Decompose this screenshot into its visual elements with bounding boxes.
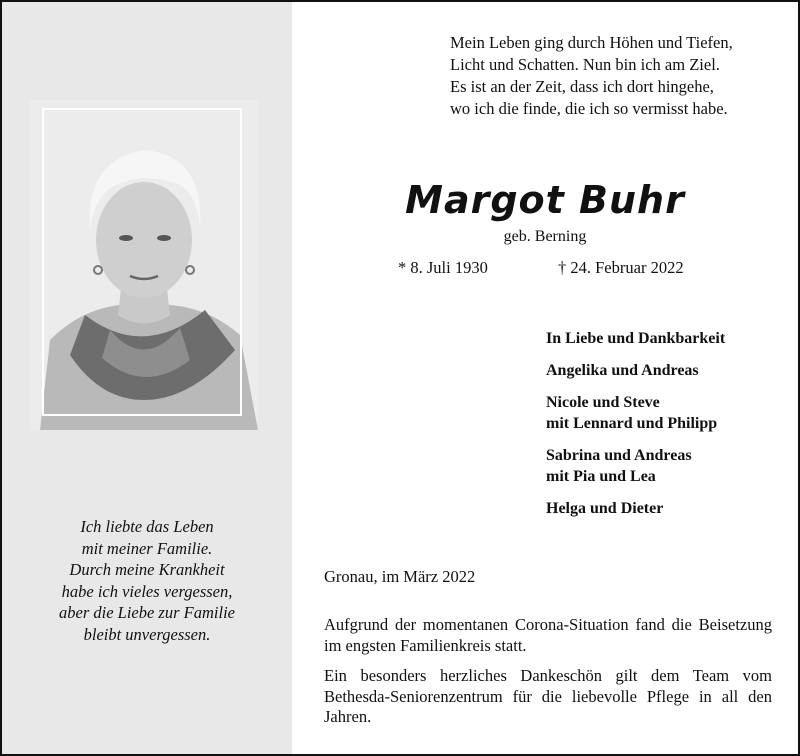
mourner-group bbox=[546, 498, 725, 519]
mourner-line: Angelika und Andreas bbox=[546, 362, 699, 379]
quote-line: mit meiner Familie. bbox=[81, 538, 213, 558]
quote-line: aber die Liebe zur Familie bbox=[59, 603, 235, 622]
mourner-line: Nicole und Steve bbox=[546, 394, 660, 411]
quote-line: Durch meine Krankheit bbox=[69, 560, 225, 579]
memorial-quote bbox=[2, 516, 292, 645]
maiden-name: geb. Berning bbox=[503, 228, 587, 245]
mourner-line: mit Lennard und Philipp bbox=[546, 415, 718, 432]
mourner-group bbox=[546, 360, 725, 381]
place-date: Gronau, im März 2022 bbox=[324, 567, 476, 586]
portrait-photo bbox=[30, 100, 258, 430]
mourner-group bbox=[546, 445, 725, 487]
mourner-line: In Liebe und Dankbarkeit bbox=[546, 330, 726, 347]
left-panel bbox=[2, 2, 292, 754]
poem-line: Es ist an der Zeit, dass ich dort hingehe, bbox=[450, 77, 714, 96]
mourner-group bbox=[546, 392, 725, 434]
poem bbox=[450, 32, 733, 120]
death-date: † 24. Februar 2022 bbox=[558, 258, 684, 277]
mourner-line: mit Pia und Lea bbox=[546, 468, 656, 485]
mourners-list bbox=[546, 328, 725, 530]
poem-line: Mein Leben ging durch Höhen und Tiefen, bbox=[450, 33, 733, 52]
deceased-name: Margot Buhr bbox=[405, 178, 685, 222]
funeral-note: Aufgrund der momentanen Corona-Situation fand die Beisetzung im engsten Familienkreis statt. bbox=[324, 615, 772, 655]
quote-line: bleibt unvergessen. bbox=[83, 624, 211, 644]
poem-line: Licht und Schatten. Nun bin ich am Ziel. bbox=[450, 55, 720, 74]
photo-frame bbox=[42, 108, 242, 416]
birth-date: * 8. Juli 1930 bbox=[398, 258, 488, 277]
poem-line: wo ich die finde, die ich so vermisst habe. bbox=[450, 99, 728, 118]
quote-line: Ich liebte das Leben bbox=[80, 517, 214, 536]
mourner-line: Helga und Dieter bbox=[546, 500, 664, 517]
mourner-line: Sabrina und Andreas bbox=[546, 447, 692, 464]
thanks-note: Ein besonders herzliches Dankeschön gilt dem Team vom Bethesda-Seniorenzentrum für die liebevolle Pflege in all den Jahren. bbox=[324, 666, 772, 726]
quote-line: habe ich vieles vergessen, bbox=[61, 581, 233, 601]
mourner-group bbox=[546, 328, 725, 349]
